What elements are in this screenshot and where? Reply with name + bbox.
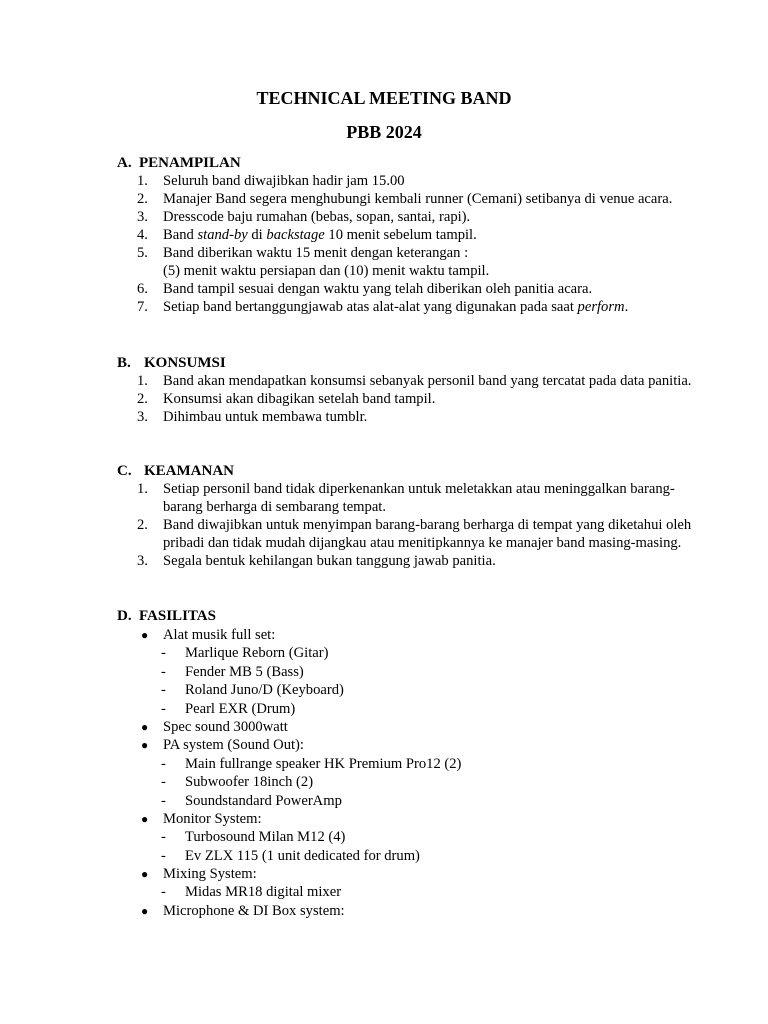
facility-item	[137, 718, 697, 736]
facility-subitem-text: Midas MR18 digital mixer	[185, 884, 342, 901]
section-a-heading	[117, 154, 241, 172]
item-text-emphasis: perform	[577, 299, 625, 315]
dash-marker: -	[161, 755, 166, 772]
section-a-list	[137, 172, 697, 316]
dash-marker: -	[161, 663, 166, 680]
item-text: Segala bentuk kehilangan bukan tanggung jawab panitia.	[163, 553, 496, 569]
facility-subitem-text: Ev ZLX 115 (1 unit dedicated for drum)	[185, 847, 420, 864]
bullet-icon: ●	[141, 719, 149, 734]
facility-subitem	[137, 663, 697, 681]
facility-label: Microphone & DI Box system:	[163, 902, 345, 919]
item-number: 7.	[137, 299, 148, 315]
facility-subitem-text: Pearl EXR (Drum)	[185, 700, 296, 717]
dash-marker: -	[161, 682, 166, 699]
section-title: PENAMPILAN	[139, 155, 241, 171]
section-d-heading	[117, 607, 216, 625]
item-text: Dresscode baju rumahan (bebas, sopan, santai, rapi).	[163, 209, 471, 225]
list-item	[137, 244, 697, 280]
item-number: 3.	[137, 409, 148, 425]
facility-subitem-text: Turbosound Milan M12 (4)	[185, 829, 346, 846]
bullet-icon: ●	[141, 811, 149, 826]
facility-subitem	[137, 681, 697, 699]
item-text: Band tampil sesuai dengan waktu yang telah diberikan oleh panitia acara.	[163, 281, 593, 297]
item-number: 4.	[137, 227, 148, 243]
facility-subitem-text: Soundstandard PowerAmp	[185, 792, 342, 809]
section-c-heading	[117, 462, 234, 480]
list-item	[137, 408, 697, 426]
item-number: 1.	[137, 481, 148, 497]
list-item	[137, 480, 697, 516]
item-number: 3.	[137, 553, 148, 569]
bullet-icon: ●	[141, 867, 149, 882]
item-text-part: Setiap band bertanggungjawab atas alat-alat yang digunakan pada saat	[163, 299, 578, 315]
list-item	[137, 208, 697, 226]
document-subtitle: PBB 2024	[346, 122, 422, 142]
item-text: Setiap personil band tidak diperkenankan untuk meletakkan atau meninggalkan barang-barang berharga di sembarang tempat.	[163, 481, 675, 515]
dash-marker: -	[161, 884, 166, 901]
facility-label: Spec sound 3000watt	[163, 718, 288, 735]
list-item	[137, 516, 697, 552]
facility-item	[137, 736, 697, 754]
section-title: KEAMANAN	[144, 463, 234, 479]
section-letter: C.	[117, 463, 132, 479]
facility-subitem-text: Subwoofer 18inch (2)	[185, 774, 314, 791]
bullet-icon: ●	[141, 628, 149, 642]
facility-subitem-text: Main fullrange speaker HK Premium Pro12 (2)	[185, 755, 462, 772]
item-number: 6.	[137, 281, 148, 297]
dash-marker: -	[161, 792, 166, 809]
item-text-part: di	[247, 227, 267, 243]
list-item	[137, 298, 697, 316]
facility-label: Monitor System:	[163, 810, 262, 827]
facility-subitem-text: Fender MB 5 (Bass)	[185, 663, 304, 680]
facility-item	[137, 626, 697, 644]
facility-subitem	[137, 644, 697, 662]
facility-label: Mixing System:	[163, 866, 257, 883]
list-item	[137, 372, 697, 390]
facility-item	[137, 902, 697, 920]
facility-item	[137, 810, 697, 828]
dash-marker: -	[161, 700, 166, 717]
section-letter: A.	[117, 155, 132, 171]
item-number: 1.	[137, 173, 148, 189]
list-item	[137, 172, 697, 190]
facility-subitem	[137, 773, 697, 791]
bullet-icon: ●	[141, 738, 149, 753]
section-c-list	[137, 480, 697, 570]
list-item	[137, 390, 697, 408]
list-item	[137, 226, 697, 244]
item-text: Konsumsi akan dibagikan setelah band tampil.	[163, 391, 436, 407]
bullet-icon: ●	[141, 903, 149, 918]
dash-marker: -	[161, 774, 166, 791]
item-text-emphasis: stand-by	[197, 227, 248, 243]
item-text: Band diberikan waktu 15 menit dengan keterangan :	[163, 245, 469, 261]
facility-subitem	[137, 883, 697, 901]
facility-label: PA system (Sound Out):	[163, 737, 304, 754]
item-text: Band diwajibkan untuk menyimpan barang-barang berharga di tempat yang diketahui oleh pribadi dan tidak mudah dijangkau atau menitipkannya ke manajer band masing-masing.	[163, 517, 692, 551]
facility-subitem	[137, 700, 697, 718]
item-text: Dihimbau untuk membawa tumblr.	[163, 409, 368, 425]
facility-item	[137, 865, 697, 883]
item-number: 2.	[137, 517, 148, 533]
item-number: 5.	[137, 245, 148, 261]
section-letter: B.	[117, 355, 131, 371]
facility-subitem	[137, 847, 697, 865]
item-text-part: Band	[163, 227, 198, 243]
dash-marker: -	[161, 645, 166, 662]
item-number: 2.	[137, 191, 148, 207]
list-item	[137, 280, 697, 298]
dash-marker: -	[161, 829, 166, 846]
section-b-list	[137, 372, 697, 426]
facility-subitem-text: Roland Juno/D (Keyboard)	[185, 682, 344, 699]
item-number: 1.	[137, 373, 148, 389]
section-b-heading	[117, 354, 226, 372]
list-item	[137, 552, 697, 570]
item-text-part: 10 menit sebelum tampil.	[324, 227, 477, 243]
item-number: 2.	[137, 391, 148, 407]
facilities-list	[137, 626, 697, 920]
item-text-emphasis: backstage	[266, 227, 325, 243]
item-text: Seluruh band diwajibkan hadir jam 15.00	[163, 173, 405, 189]
section-letter: D.	[117, 608, 132, 624]
facility-subitem-text: Marlique Reborn (Gitar)	[185, 645, 329, 662]
section-title: FASILITAS	[139, 608, 216, 624]
item-subtext: (5) menit waktu persiapan dan (10) menit waktu tampil.	[163, 263, 490, 279]
document-title: TECHNICAL MEETING BAND	[256, 88, 512, 108]
facility-subitem	[137, 828, 697, 846]
section-title: KONSUMSI	[144, 355, 226, 371]
dash-marker: -	[161, 847, 166, 864]
item-text: Band akan mendapatkan konsumsi sebanyak personil band yang tercatat pada data panitia.	[163, 373, 692, 389]
item-text-part: .	[624, 299, 629, 315]
item-text: Manajer Band segera menghubungi kembali runner (Cemani) setibanya di venue acara.	[163, 191, 673, 207]
list-item	[137, 190, 697, 208]
item-number: 3.	[137, 209, 148, 225]
facility-subitem	[137, 792, 697, 810]
facility-subitem	[137, 755, 697, 773]
facility-label: Alat musik full set:	[163, 627, 276, 643]
